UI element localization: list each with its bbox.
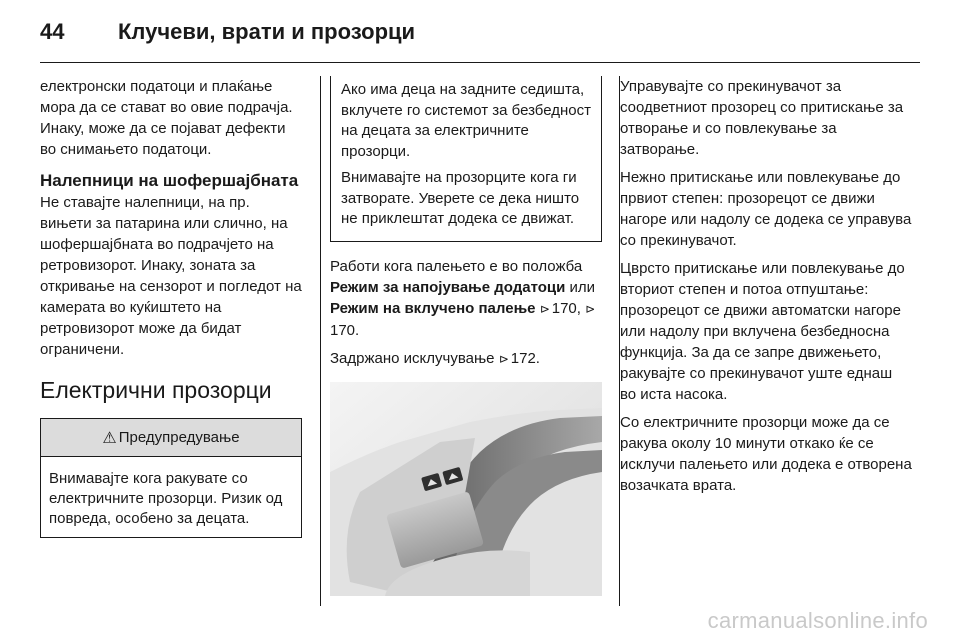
page-ref-icon: ⊳	[539, 302, 550, 316]
sticker-heading: Налепници на шофершајбната	[40, 171, 299, 190]
firm-press-paragraph: Цврсто притискање или повлекување до вториот степен и потоа отпуштање: прозорецот се движи автоматски нагоре или надолу при вклучена безбедносна функција. За да се запре движењето, ракувајте со прекинувачот уште еднаш во иста насока.	[620, 260, 905, 403]
warning-header	[41, 419, 301, 457]
column-1	[40, 76, 302, 538]
warning-icon: ⚠	[102, 429, 117, 447]
column-2	[330, 76, 602, 596]
ignition-text: Работи кога палењето е во положба	[330, 258, 583, 275]
warning-box-continued	[330, 76, 602, 242]
page-title: Клучеви, врати и прозорци	[118, 19, 416, 44]
warning-box	[40, 418, 302, 538]
sticker-paragraph: Не ставајте налепници, на пр. вињети за патарина или слично, на шофершајбната во подрачјето на ретровизорот. Инаку, зоната за откривање на сензорот и погледот на камерата во куќиштето на ретровизорот може да бидат ограничени.	[40, 194, 302, 358]
delayed-off-text: Задржано исклучување	[330, 350, 495, 367]
column-3	[620, 76, 912, 503]
watermark: carmanualsonline.info	[707, 608, 928, 633]
after-ignition-paragraph: Со електричните прозорци може да се ракува околу 10 минути откако ќе се исклучи палењето или додека е отворена возачката врата.	[620, 414, 912, 494]
operate-paragraph: Управувајте со прекинувачот за соодветниот прозорец со притискање за отворање и со повлекување за затворање.	[620, 78, 904, 158]
warning-cont-paragraph-1: Ако има деца на задните седишта, вклучете го системот за безбедност на децата за електричните прозорци.	[341, 81, 591, 160]
window-switch-illustration	[330, 382, 602, 596]
page-ref-link-2[interactable]: 170.	[330, 322, 360, 339]
ignition-paragraph	[330, 256, 602, 341]
page-ref-link-1[interactable]: 170,	[551, 300, 581, 317]
delayed-off-paragraph	[330, 348, 602, 370]
page-ref-icon: ⊳	[585, 302, 596, 316]
page-ref-icon: ⊳	[498, 352, 509, 366]
gentle-press-paragraph: Нежно притискање или повлекување до првиот степен: прозорецот се движи нагоре или надолу се додека се управува со прекинувачот.	[620, 169, 912, 249]
ignition-mode-accessory: Режим за напојување додатоци	[330, 279, 566, 296]
column-divider-1	[320, 76, 321, 606]
page-number: 44	[40, 19, 65, 44]
warning-label: Предупредување	[118, 429, 240, 446]
page-header	[40, 12, 415, 52]
section-title: Електрични прозорци	[40, 377, 272, 403]
warning-cont-paragraph-2: Внимавајте на прозорците кога ги затворате. Уверете се дека ништо не приклештат додека се движат.	[341, 169, 580, 227]
ignition-or: или	[569, 279, 596, 296]
window-switch-photo	[330, 382, 602, 596]
intro-paragraph: електронски податоци и плаќање мора да се стават во овие подрачја. Инаку, може да се појават дефекти во снимањето податоци.	[40, 78, 293, 158]
warning-text: Внимавајте кога ракувате со електричните прозорци. Ризик од повреда, особено за децата.	[49, 470, 283, 527]
ignition-mode-on: Режим на вклучено палење	[330, 300, 536, 317]
page-ref-link-3[interactable]: 172.	[510, 350, 540, 367]
header-rule	[40, 62, 920, 63]
